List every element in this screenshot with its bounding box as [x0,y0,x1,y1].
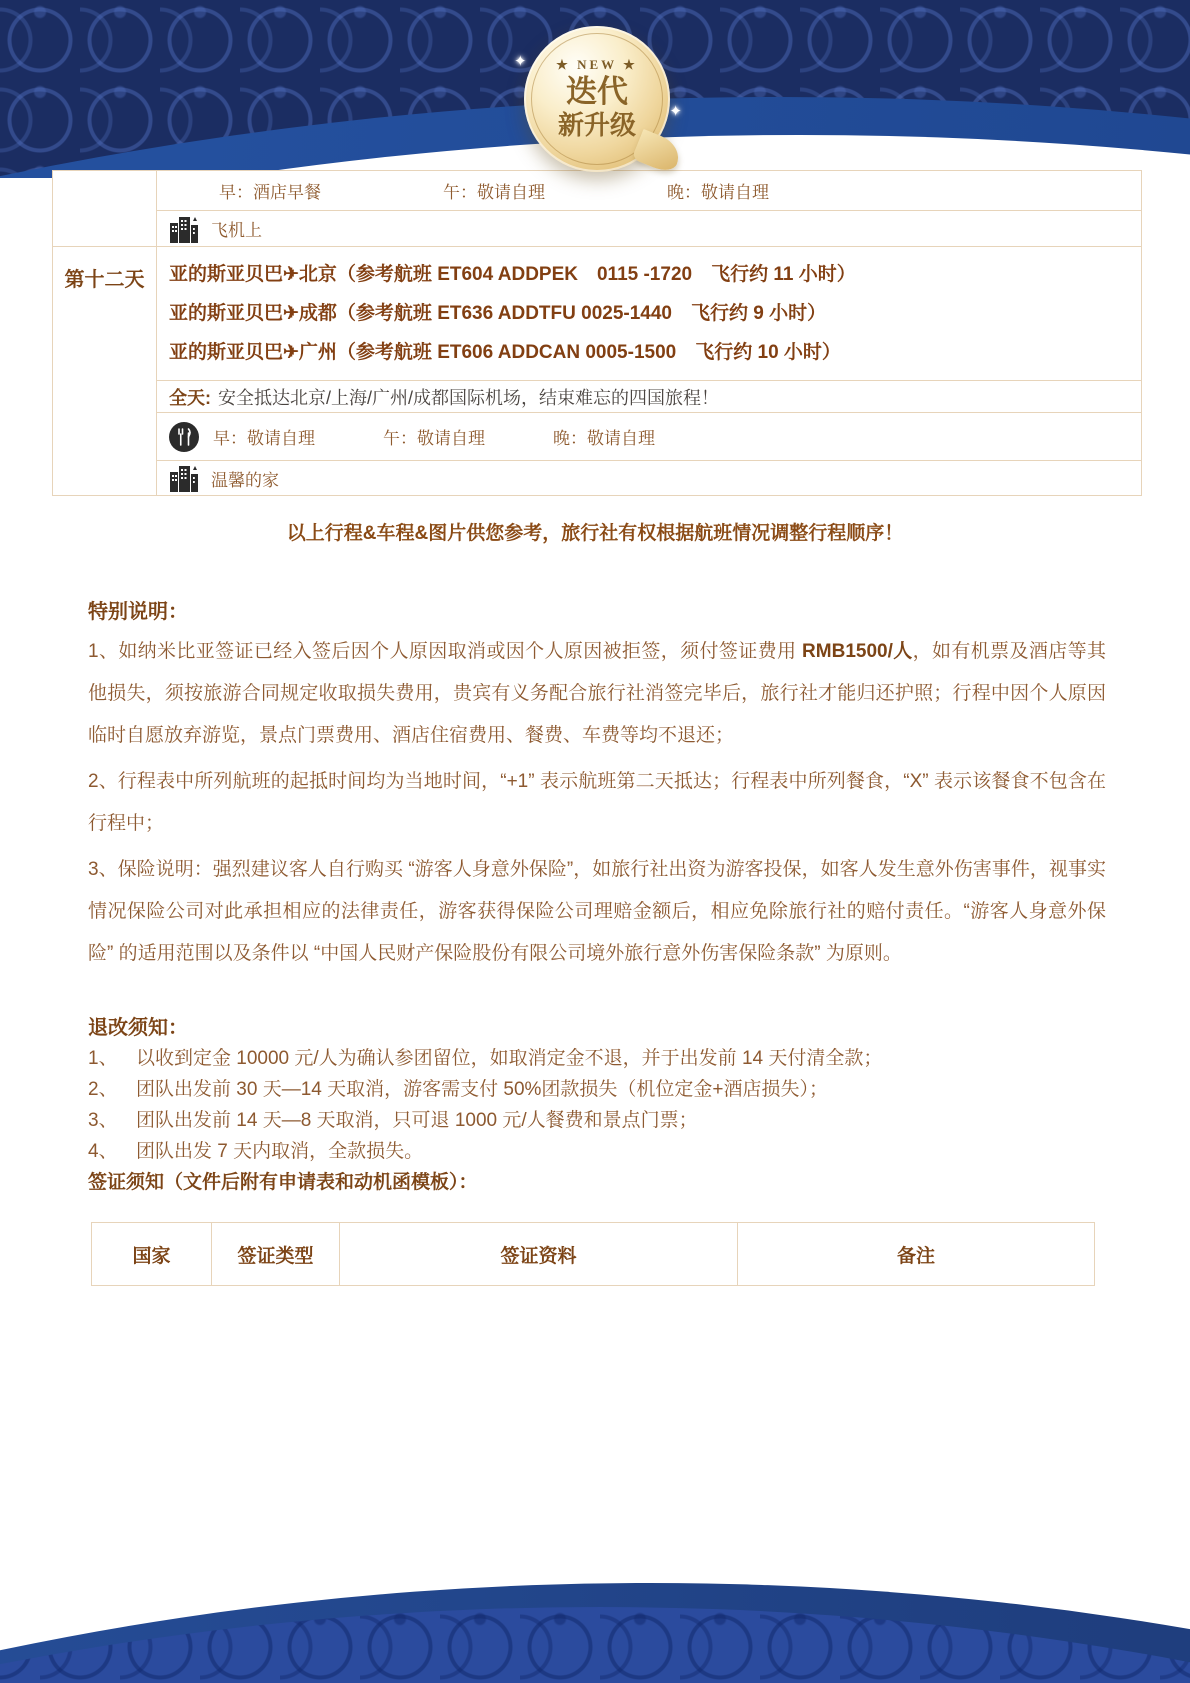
refund-item-number: 2、 [88,1079,118,1100]
all-day-row [157,381,1141,413]
breakfast-text: 早：酒店早餐 [219,183,321,202]
refund-item-text: 以收到定金 10000 元/人为确认参团留位，如取消定金不退，并于出发前 14 天付清全款； [136,1048,883,1069]
day-column-empty-cell [53,171,157,247]
refund-policy-title: 退改须知： [88,1017,188,1039]
meal-icon [167,420,201,454]
sparkle-icon: ✦ [514,53,527,70]
flights-cell [157,247,1141,381]
hotel-icon [169,214,199,244]
badge-new-label: ★ NEW ★ [556,57,638,73]
refund-item [88,1074,1106,1105]
flight-option-guangzhou: 亚的斯亚贝巴✈广州（参考航班 ET606 ADDCAN 0005-1500 飞行约 10 小时） [169,342,841,363]
special-notes-title: 特别说明： [88,601,188,623]
refund-item [88,1105,1106,1136]
all-day-label: 全天: [169,387,211,408]
itinerary-disclaimer: 以上行程&车程&图片供您参考，旅行社有权根据航班情况调整行程顺序！ [286,523,904,544]
badge-gold-circle [524,26,670,172]
new-upgrade-badge [514,26,682,176]
special-note-1-text: 1、如纳米比亚签证已经入签后因个人原因取消或因个人原因被拒签，须付签证费用 [88,641,803,662]
dinner-text: 晚：敬请自理 [667,183,769,202]
flight-option-chengdu: 亚的斯亚贝巴✈成都（参考航班 ET636 ADDTFU 0025-1440 飞行约 9 小时） [169,303,827,324]
visa-notice-title: 签证须知（文件后附有申请表和动机函模板）： [88,1172,478,1193]
overnight-location: 温馨的家 [211,470,279,490]
all-day-text: 安全抵达北京/上海/广州/成都国际机场，结束难忘的四国旅程！ [218,387,720,408]
special-note-1 [88,631,1106,757]
visa-col-remarks: 备注 [896,1245,935,1267]
visa-col-type: 签证类型 [212,1223,340,1285]
visa-col-country: 国家 [92,1223,212,1285]
stay-row [157,461,1141,495]
badge-title-line1: 迭代 [566,74,628,110]
special-notes-section [88,597,1106,975]
special-note-1-text-cont: ，如有机票及酒店等其他损失，须按旅游合同规定收取损失费用，贵宾有义务配合旅行社消签完毕后，旅行社才能归还护照；行程中因个人原因临时自愿放弃游览，景点门票费用、酒店住宿费用、餐费、车费等均不退还； [88,641,1106,746]
special-note-1-fee: RMB1500/人 [802,641,913,662]
refund-item-text: 团队出发前 30 天—14 天取消，游客需支付 50%团款损失（机位定金+酒店损失）； [136,1079,829,1100]
special-note-3: 3、保险说明：强烈建议客人自行购买 “游客人身意外保险”，如旅行社出资为游客投保，如客人发生意外伤害事件，视事实情况保险公司对此承担相应的法律责任，游客获得保险公司理赔金额后，相应免除旅行社的赔付责任。“游客人身意外保险” 的适用范围以及条件以 “中国人民财产保险股份有限公司境外旅行意外伤害保险条款” 为原则。 [88,859,1106,964]
flight-option-beijing: 亚的斯亚贝巴✈北京（参考航班 ET604 ADDPEK 0115 -1720 飞行约 11 小时） [169,264,856,285]
badge-title-line2: 新升级 [557,110,636,140]
bottom-banner [0,1543,1190,1683]
meals-row [157,413,1141,461]
visa-table [91,1222,1095,1286]
refund-item-number: 3、 [88,1110,118,1131]
lunch-text: 午：敬请自理 [383,429,485,448]
refund-item-text: 团队出发前 14 天—8 天取消，只可退 1000 元/人餐费和景点门票； [136,1110,698,1131]
breakfast-text: 早：敬请自理 [213,429,315,448]
visa-col-documents: 签证资料 [340,1223,738,1285]
refund-policy-section [88,1013,1106,1198]
itinerary-table [52,170,1142,496]
refund-item-text: 团队出发 7 天内取消，全款损失。 [136,1141,424,1162]
hotel-icon [169,463,199,493]
dinner-text: 晚：敬请自理 [553,429,655,448]
special-note-2: 2、行程表中所列航班的起抵时间均为当地时间，“+1” 表示航班第二天抵达；行程表中所列餐食，“X” 表示该餐食不包含在行程中； [88,771,1106,834]
refund-item [88,1136,1106,1167]
refund-item-number: 4、 [88,1141,118,1162]
sparkle-icon: ✦ [669,103,682,120]
refund-item [88,1043,1106,1074]
lunch-text: 午：敬请自理 [443,183,545,202]
meals-row-previous-day [157,171,1141,211]
day-label-cell: 第十二天 [53,247,157,495]
stay-row-previous-day [157,211,1141,247]
refund-item-number: 1、 [88,1048,118,1069]
overnight-location: 飞机上 [211,221,262,240]
